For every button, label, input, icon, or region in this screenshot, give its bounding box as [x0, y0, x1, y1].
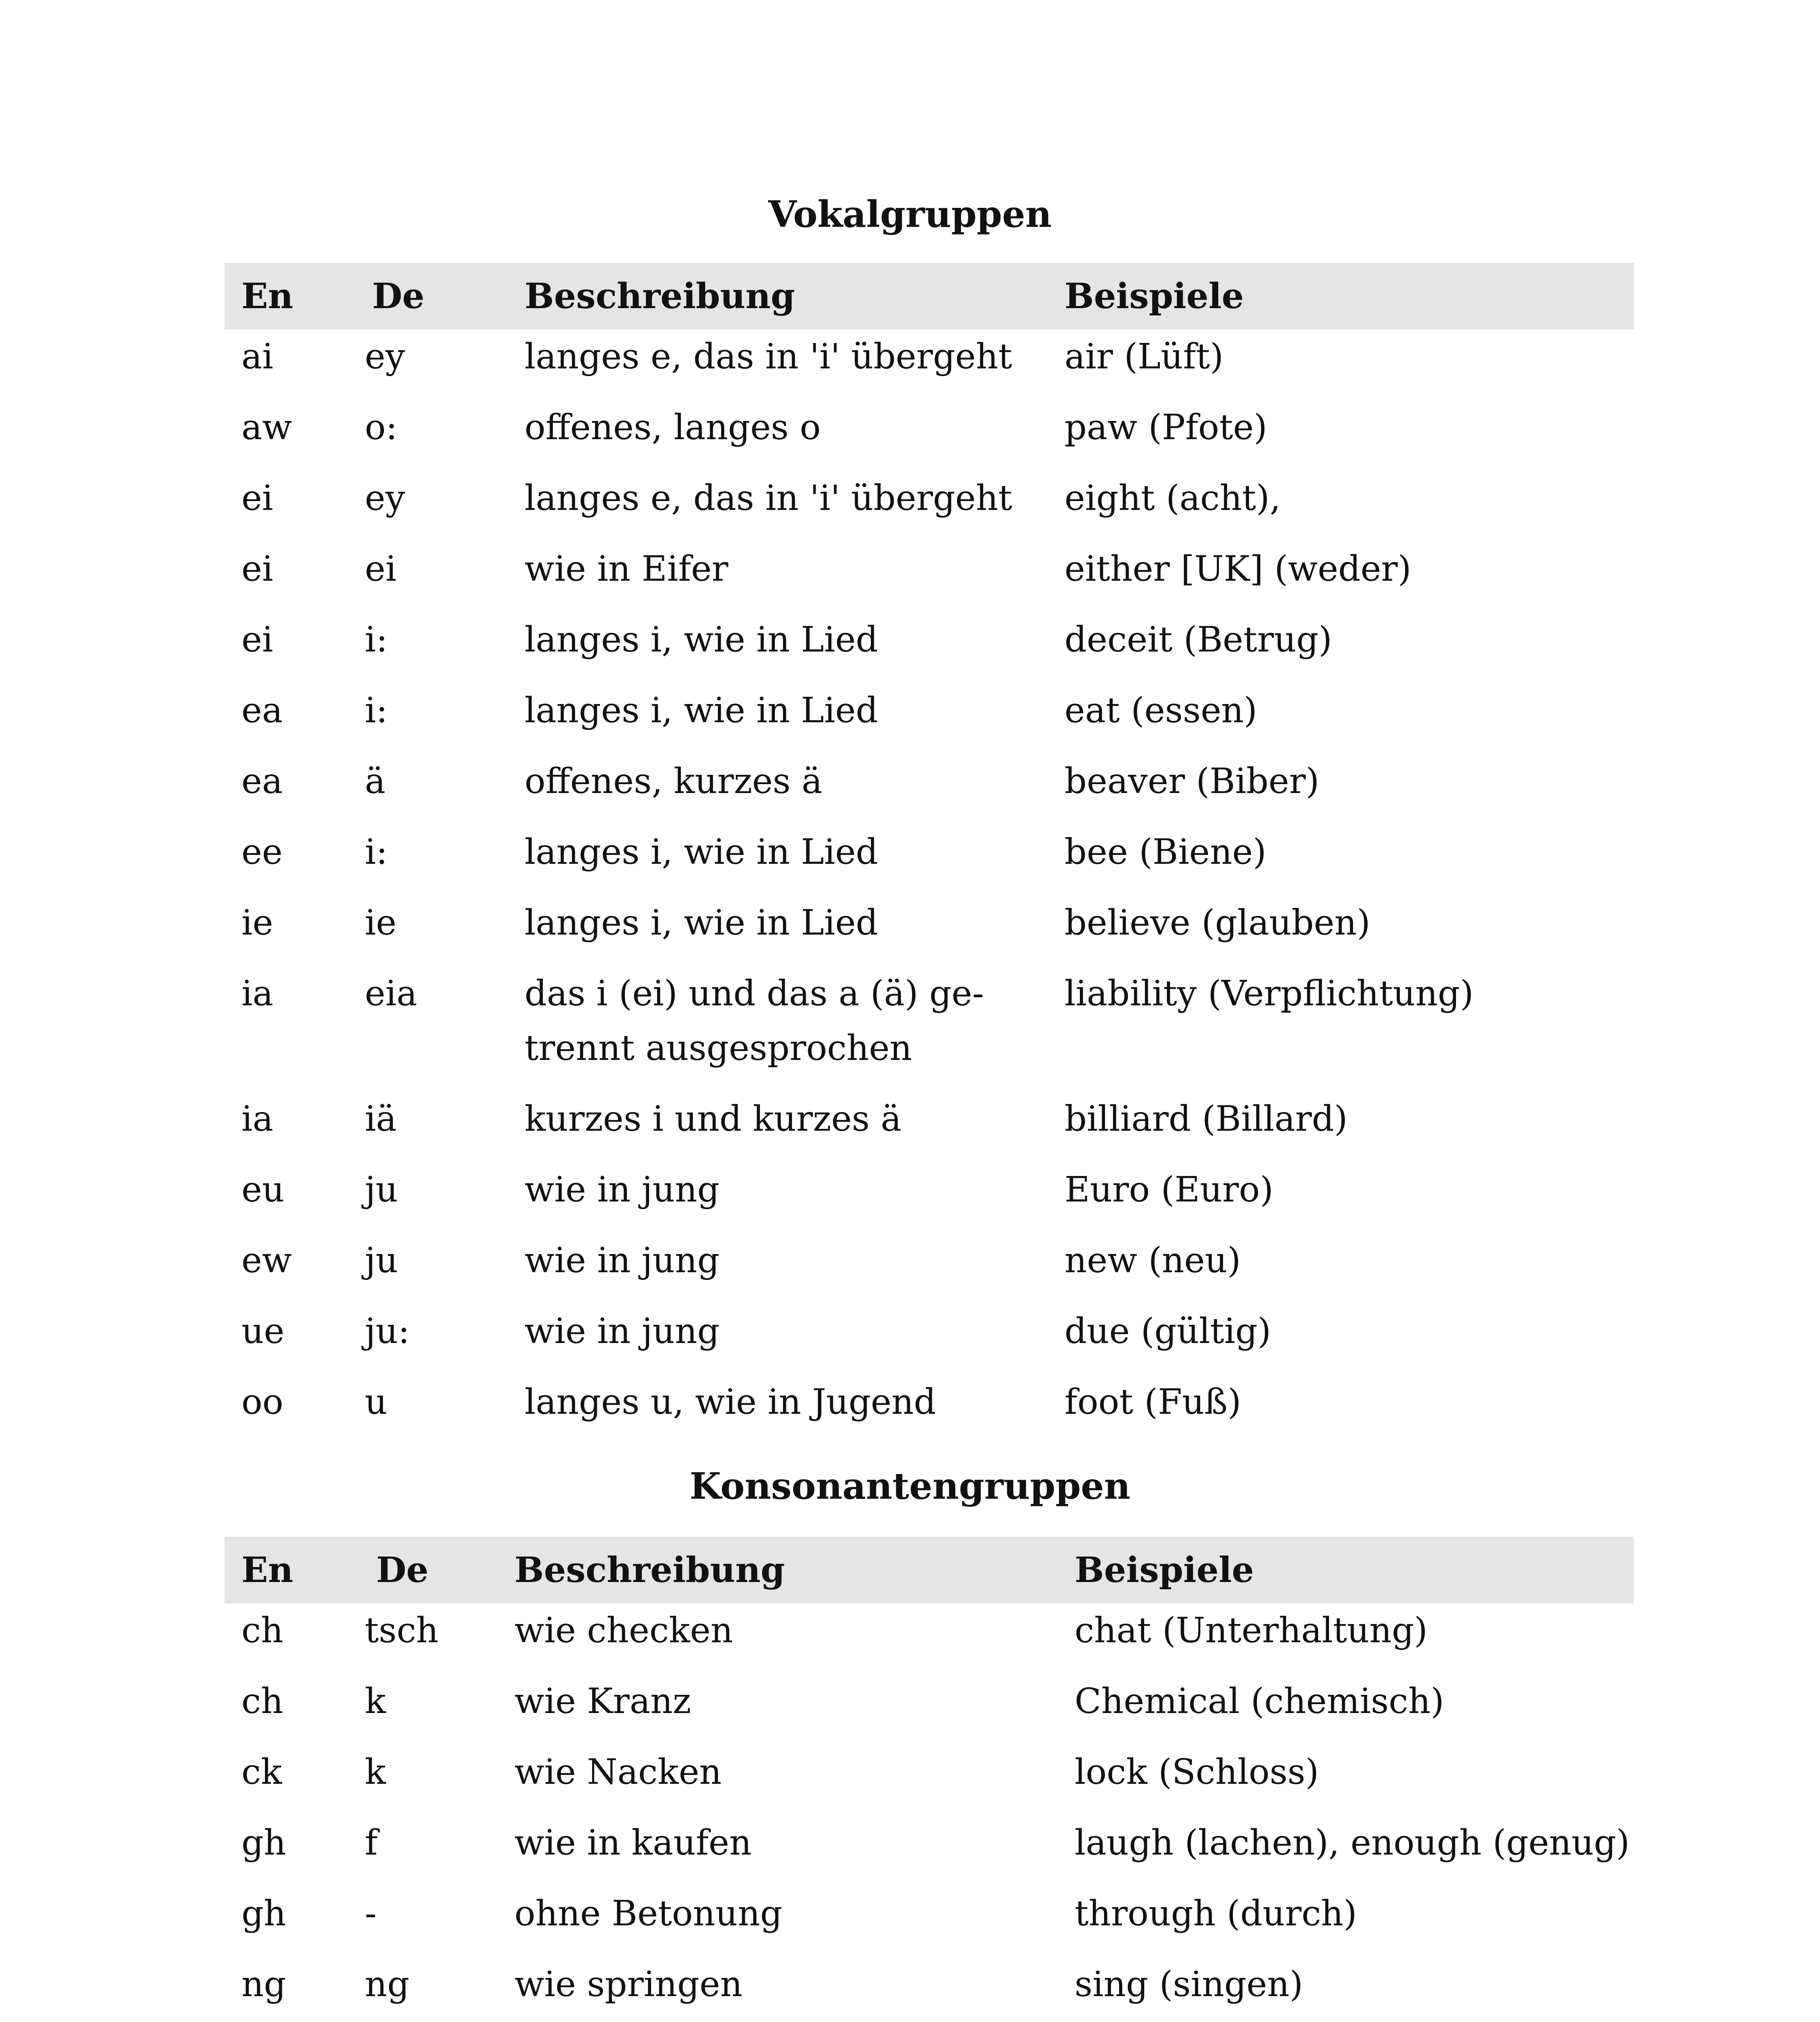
cell-beschreibung — [508, 1233, 1048, 1304]
cell-beispiele-text: new (neu) — [1064, 1240, 1241, 1281]
cell-beschreibung — [508, 1304, 1048, 1375]
cell-de — [348, 400, 508, 471]
cell-de — [348, 1957, 497, 2022]
cell-de — [348, 896, 508, 967]
cell-de — [348, 1887, 497, 1957]
cell-beschreibung-text: langes i, wie in Lied — [525, 690, 878, 731]
table-row — [224, 967, 1634, 1092]
cell-beispiele-text: deceit (Betrug) — [1064, 620, 1332, 660]
cell-de-text: ng — [365, 1964, 410, 2005]
cell-de-text: ju — [365, 1240, 398, 1281]
cell-en-text: ee — [241, 832, 283, 872]
cell-beschreibung-text: langes i, wie in Lied — [525, 903, 878, 943]
cell-de — [348, 1233, 508, 1304]
cell-en-text: ea — [241, 690, 283, 731]
cell-beschreibung — [508, 471, 1048, 542]
cell-beschreibung-text: das i (ei) und das a (ä) ge- — [525, 973, 984, 1014]
cell-beschreibung-text: langes i, wie in Lied — [525, 832, 878, 872]
cell-en-text: ia — [241, 1099, 273, 1139]
cell-beschreibung-text: offenes, kurzes ä — [525, 761, 823, 802]
cell-beispiele — [1048, 683, 1634, 754]
cell-beschreibung — [508, 330, 1048, 400]
cell-de — [348, 683, 508, 754]
table-row — [224, 683, 1634, 754]
cell-en — [224, 967, 348, 1092]
cell-de — [348, 825, 508, 896]
cell-en — [224, 1375, 348, 1446]
cell-de-text: eia — [365, 973, 417, 1014]
cell-en-text: ng — [241, 1964, 286, 2005]
cell-beispiele-text: billiard (Billard) — [1064, 1099, 1348, 1139]
cell-beispiele-text: chat (Unterhaltung) — [1075, 1610, 1428, 1651]
cell-de-text: ey — [365, 336, 405, 377]
cell-beschreibung-text: langes e, das in 'i' übergeht — [525, 336, 1012, 377]
cell-beispiele — [1058, 1957, 1634, 2022]
cell-beispiele-text: either [UK] (weder) — [1064, 549, 1412, 589]
cell-beschreibung-text: wie in jung — [525, 1170, 720, 1210]
cell-en-text: ai — [241, 336, 273, 377]
table-row — [224, 1816, 1634, 1887]
cell-beschreibung-text: wie in kaufen — [514, 1823, 752, 1863]
cell-beschreibung — [497, 1887, 1058, 1957]
cell-de-text: i: — [365, 620, 388, 660]
cell-en-text: ei — [241, 478, 273, 518]
cell-de — [348, 967, 508, 1092]
cell-beispiele — [1048, 1163, 1634, 1233]
cell-beschreibung-text: kurzes i und kurzes ä — [525, 1099, 902, 1139]
cell-de — [348, 1163, 508, 1233]
cell-de-text: i: — [365, 690, 388, 731]
cell-en-text: ei — [241, 549, 273, 589]
cell-beschreibung-text: langes i, wie in Lied — [525, 620, 878, 660]
table-row — [224, 542, 1634, 613]
cell-beispiele — [1048, 896, 1634, 967]
cell-de-text: i: — [365, 832, 388, 872]
cell-beschreibung-text: wie checken — [514, 1610, 733, 1651]
cell-beispiele-text: Chemical (chemisch) — [1075, 1681, 1444, 1722]
cell-beispiele-text: liability (Verpflichtung) — [1064, 973, 1474, 1014]
table-row — [224, 1957, 1634, 2022]
cell-de-text: ie — [365, 903, 397, 943]
cell-beispiele-text: paw (Pfote) — [1064, 407, 1268, 448]
table-row — [224, 754, 1634, 825]
cell-beschreibung — [497, 1957, 1058, 2022]
cell-beschreibung-text: ohne Betonung — [514, 1893, 783, 1934]
table-row — [224, 471, 1634, 542]
cell-en-text: gh — [241, 1823, 286, 1863]
cell-beispiele — [1048, 542, 1634, 613]
cell-beschreibung — [508, 1375, 1048, 1446]
table-row — [224, 613, 1634, 683]
cell-beschreibung-text: wie Kranz — [514, 1681, 691, 1722]
cell-de-text: o: — [365, 407, 398, 448]
cell-en — [224, 1745, 348, 1816]
cell-en — [224, 1163, 348, 1233]
cell-beispiele — [1048, 1092, 1634, 1163]
cell-beispiele — [1048, 1304, 1634, 1375]
vokalgruppen-table — [224, 263, 1634, 1446]
cell-beschreibung-text: wie in jung — [525, 1311, 720, 1352]
table-row — [224, 896, 1634, 967]
cell-en-text: ew — [241, 1240, 292, 1281]
header-en: En — [224, 1537, 348, 1603]
cell-de-text: ey — [365, 478, 405, 518]
cell-de — [348, 754, 508, 825]
cell-en-text: ck — [241, 1752, 282, 1792]
cell-beschreibung — [508, 1092, 1048, 1163]
cell-beschreibung — [508, 967, 1048, 1092]
cell-beschreibung-text: wie Nacken — [514, 1752, 722, 1792]
cell-de — [348, 1092, 508, 1163]
cell-beschreibung — [508, 754, 1048, 825]
cell-de-text: k — [365, 1681, 386, 1722]
cell-de — [348, 613, 508, 683]
cell-beispiele — [1048, 1233, 1634, 1304]
cell-en-text: ue — [241, 1311, 285, 1352]
table-row — [224, 1674, 1634, 1745]
cell-en — [224, 400, 348, 471]
cell-en — [224, 1674, 348, 1745]
cell-en — [224, 1957, 348, 2022]
cell-beschreibung-text: langes u, wie in Jugend — [525, 1382, 936, 1422]
cell-beschreibung — [497, 1816, 1058, 1887]
cell-de — [348, 542, 508, 613]
cell-en — [224, 1304, 348, 1375]
cell-en — [224, 1816, 348, 1887]
cell-beschreibung — [508, 542, 1048, 613]
cell-beispiele-text: through (durch) — [1075, 1893, 1357, 1934]
cell-de-text: ju — [365, 1170, 398, 1210]
table-header-row — [224, 1537, 1634, 1603]
cell-beispiele-text: lock (Schloss) — [1075, 1752, 1319, 1792]
cell-de-text: ä — [365, 761, 386, 802]
header-beschreibung: Beschreibung — [497, 1537, 1058, 1603]
cell-en-text: ia — [241, 973, 273, 1014]
section-title-konsonantengruppen: Konsonantengruppen — [689, 1465, 1131, 1508]
table-row — [224, 1887, 1634, 1957]
cell-beschreibung — [508, 683, 1048, 754]
cell-en — [224, 896, 348, 967]
cell-beispiele — [1048, 1375, 1634, 1446]
cell-beispiele — [1058, 1674, 1634, 1745]
cell-en-text: ch — [241, 1610, 284, 1651]
table-row — [224, 1092, 1634, 1163]
cell-beispiele-text: eat (essen) — [1064, 690, 1257, 731]
table-row — [224, 1375, 1634, 1446]
section-title-vokalgruppen: Vokalgruppen — [768, 193, 1052, 236]
cell-de-text: k — [365, 1752, 386, 1792]
cell-beschreibung — [508, 896, 1048, 967]
cell-beispiele — [1058, 1745, 1634, 1816]
cell-en-text: gh — [241, 1893, 286, 1934]
cell-beispiele-text: laugh (lachen), enough (genug) — [1075, 1823, 1630, 1863]
header-beschreibung: Beschreibung — [508, 263, 1048, 330]
cell-beispiele-text: beaver (Biber) — [1064, 761, 1320, 802]
cell-beispiele-text: eight (acht), — [1064, 478, 1281, 518]
table-row — [224, 1233, 1634, 1304]
cell-beispiele-text: Euro (Euro) — [1064, 1170, 1274, 1210]
cell-en — [224, 1233, 348, 1304]
cell-de-text: iä — [365, 1099, 397, 1139]
cell-en-text: ie — [241, 903, 273, 943]
table-row — [224, 1745, 1634, 1816]
table-row — [224, 825, 1634, 896]
cell-en — [224, 825, 348, 896]
cell-de-text: u — [365, 1382, 387, 1422]
cell-beispiele — [1048, 825, 1634, 896]
cell-beispiele — [1048, 330, 1634, 400]
cell-beschreibung — [508, 400, 1048, 471]
cell-en-text: ch — [241, 1681, 284, 1722]
cell-beschreibung — [508, 613, 1048, 683]
cell-beispiele — [1058, 1603, 1634, 1674]
header-de: De — [348, 263, 508, 330]
cell-beschreibung-text: langes e, das in 'i' übergeht — [525, 478, 1012, 518]
cell-beschreibung-text: wie springen — [514, 1964, 743, 2005]
cell-beschreibung — [497, 1603, 1058, 1674]
cell-en-text: eu — [241, 1170, 285, 1210]
cell-beispiele-text: believe (glauben) — [1064, 903, 1371, 943]
cell-beispiele — [1048, 400, 1634, 471]
cell-beispiele — [1058, 1816, 1634, 1887]
cell-beschreibung-text: wie in jung — [525, 1240, 720, 1281]
cell-de — [348, 1674, 497, 1745]
cell-de — [348, 330, 508, 400]
table-header-row — [224, 263, 1634, 330]
cell-de-text: f — [365, 1823, 378, 1863]
table-row — [224, 330, 1634, 400]
cell-beispiele — [1048, 967, 1634, 1092]
cell-beispiele — [1048, 471, 1634, 542]
header-beispiele: Beispiele — [1048, 263, 1634, 330]
cell-de — [348, 1375, 508, 1446]
header-beispiele: Beispiele — [1058, 1537, 1634, 1603]
cell-en — [224, 542, 348, 613]
cell-en-text: aw — [241, 407, 292, 448]
cell-de — [348, 471, 508, 542]
cell-en-text: ea — [241, 761, 283, 802]
cell-beispiele — [1048, 613, 1634, 683]
cell-de-text: ei — [365, 549, 397, 589]
cell-beispiele — [1058, 1887, 1634, 1957]
cell-en — [224, 754, 348, 825]
cell-en — [224, 1887, 348, 1957]
cell-beschreibung — [508, 825, 1048, 896]
cell-beispiele-text: foot (Fuß) — [1064, 1382, 1241, 1422]
cell-de-text: ju: — [365, 1311, 410, 1352]
cell-beispiele-text: sing (singen) — [1075, 1964, 1303, 2005]
header-de: De — [348, 1537, 497, 1603]
cell-en — [224, 1603, 348, 1674]
table-row — [224, 1163, 1634, 1233]
cell-en — [224, 330, 348, 400]
cell-en-text: ei — [241, 620, 273, 660]
cell-de-text: tsch — [365, 1610, 439, 1651]
cell-de-text: - — [365, 1893, 377, 1934]
cell-beschreibung — [497, 1674, 1058, 1745]
cell-en — [224, 683, 348, 754]
cell-beschreibung-line2: trennt ausgesprochen — [525, 1028, 912, 1068]
cell-de — [348, 1816, 497, 1887]
cell-de — [348, 1304, 508, 1375]
cell-beispiele-text: due (gültig) — [1064, 1311, 1271, 1352]
table-row — [224, 1304, 1634, 1375]
table-row — [224, 400, 1634, 471]
konsonantengruppen-table — [224, 1537, 1634, 2022]
cell-en — [224, 471, 348, 542]
cell-en — [224, 1092, 348, 1163]
cell-de — [348, 1603, 497, 1674]
cell-beispiele-text: bee (Biene) — [1064, 832, 1267, 872]
cell-beschreibung — [508, 1163, 1048, 1233]
cell-beschreibung — [497, 1745, 1058, 1816]
header-en: En — [224, 263, 348, 330]
cell-en-text: oo — [241, 1382, 284, 1422]
table-row — [224, 1603, 1634, 1674]
cell-beschreibung-text: wie in Eifer — [525, 549, 728, 589]
cell-beispiele-text: air (Lüft) — [1064, 336, 1224, 377]
cell-beschreibung-text: offenes, langes o — [525, 407, 821, 448]
cell-en — [224, 613, 348, 683]
cell-beispiele — [1048, 754, 1634, 825]
cell-de — [348, 1745, 497, 1816]
